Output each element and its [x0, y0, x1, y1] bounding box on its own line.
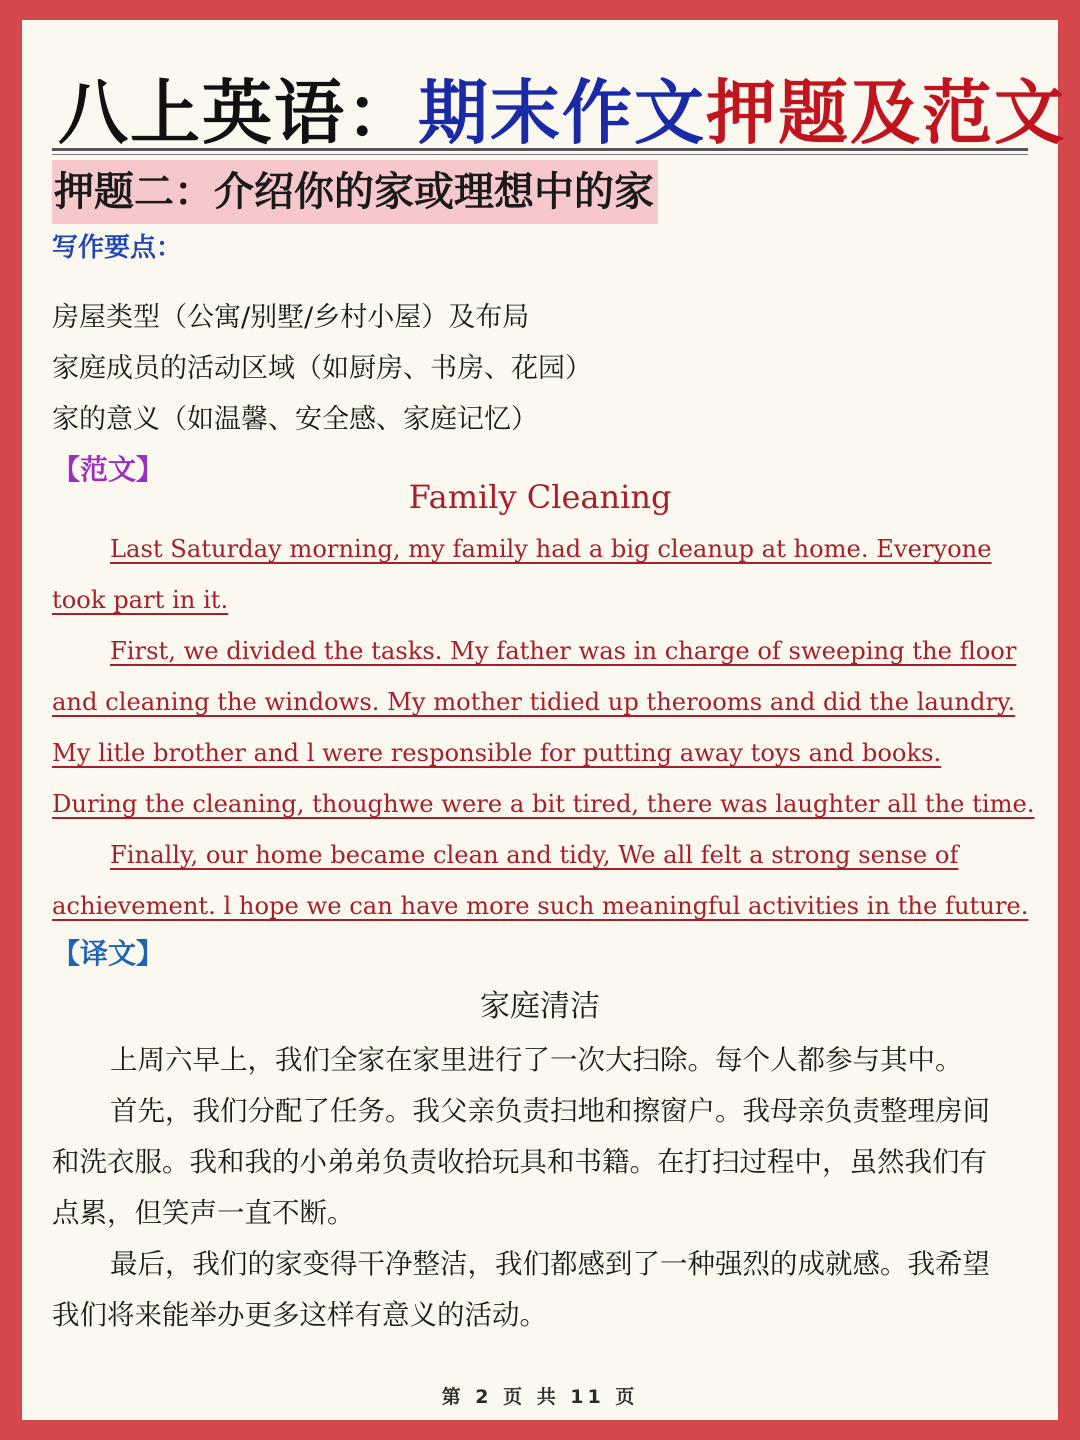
essay-line: My litle brother and l were responsible for putting away toys and books. — [52, 739, 942, 767]
sample-essay-tag: 【范文】 — [52, 453, 165, 486]
translation-line: 上周六早上，我们全家在家里进行了一次大扫除。每个人都参与其中。 — [110, 1044, 963, 1076]
translation-line: 和洗衣服。我和我的小弟弟负责收拾玩具和书籍。在打扫过程中，虽然我们有 — [52, 1146, 987, 1178]
title-part-prediction: 押题及范文 — [706, 71, 1066, 154]
translation-tag: 【译文】 — [52, 937, 165, 970]
essay-line: First, we divided the tasks. My father was in charge of sweeping the floor — [110, 637, 1017, 665]
translation-line: 首先，我们分配了任务。我父亲负责扫地和擦窗户。我母亲负责整理房间 — [110, 1095, 990, 1127]
writing-point-item: 家的意义（如温馨、安全感、家庭记忆） — [52, 404, 538, 435]
page-number-footer: 第 2 页 共 11 页 — [441, 1386, 639, 1408]
translation-title: 家庭清洁 — [480, 989, 600, 1024]
sample-essay-body — [52, 524, 1035, 932]
translation-line: 点累，但笑声一直不断。 — [52, 1197, 355, 1229]
writing-points-heading: 写作要点： — [52, 233, 183, 263]
essay-line: achievement. l hope we can have more such meaningful activities in the future. — [52, 892, 1029, 920]
essay-line: and cleaning the windows. My mother tidied up therooms and did the laundry. — [52, 688, 1016, 716]
translation-line: 我们将来能举办更多这样有意义的活动。 — [52, 1299, 547, 1331]
title-divider-thick — [52, 148, 1028, 151]
title-divider-thin — [52, 154, 1028, 155]
translation-body — [52, 1035, 1032, 1341]
sample-essay-title: Family Cleaning — [408, 478, 672, 516]
document-page — [22, 20, 1066, 1420]
essay-line: During the cleaning, thoughwe were a bit tired, there was laughter all the time. — [52, 790, 1035, 818]
essay-line: Last Saturday morning, my family had a big cleanup at home. Everyone — [110, 535, 992, 563]
translation-line: 最后，我们的家变得干净整洁，我们都感到了一种强烈的成就感。我希望 — [110, 1248, 990, 1280]
page-title — [58, 58, 1066, 168]
title-part-exam-essay: 期末作文 — [418, 71, 706, 154]
writing-point-item: 家庭成员的活动区域（如厨房、书房、花园） — [52, 353, 592, 384]
essay-line: took part in it. — [52, 586, 229, 614]
essay-line: Finally, our home became clean and tidy, We all felt a strong sense of — [110, 841, 959, 869]
writing-point-item: 房屋类型（公寓/别墅/乡村小屋）及布局 — [52, 302, 530, 333]
title-part-grade: 八上英语： — [58, 71, 418, 154]
topic-heading: 押题二：介绍你的家或理想中的家 — [52, 160, 658, 224]
